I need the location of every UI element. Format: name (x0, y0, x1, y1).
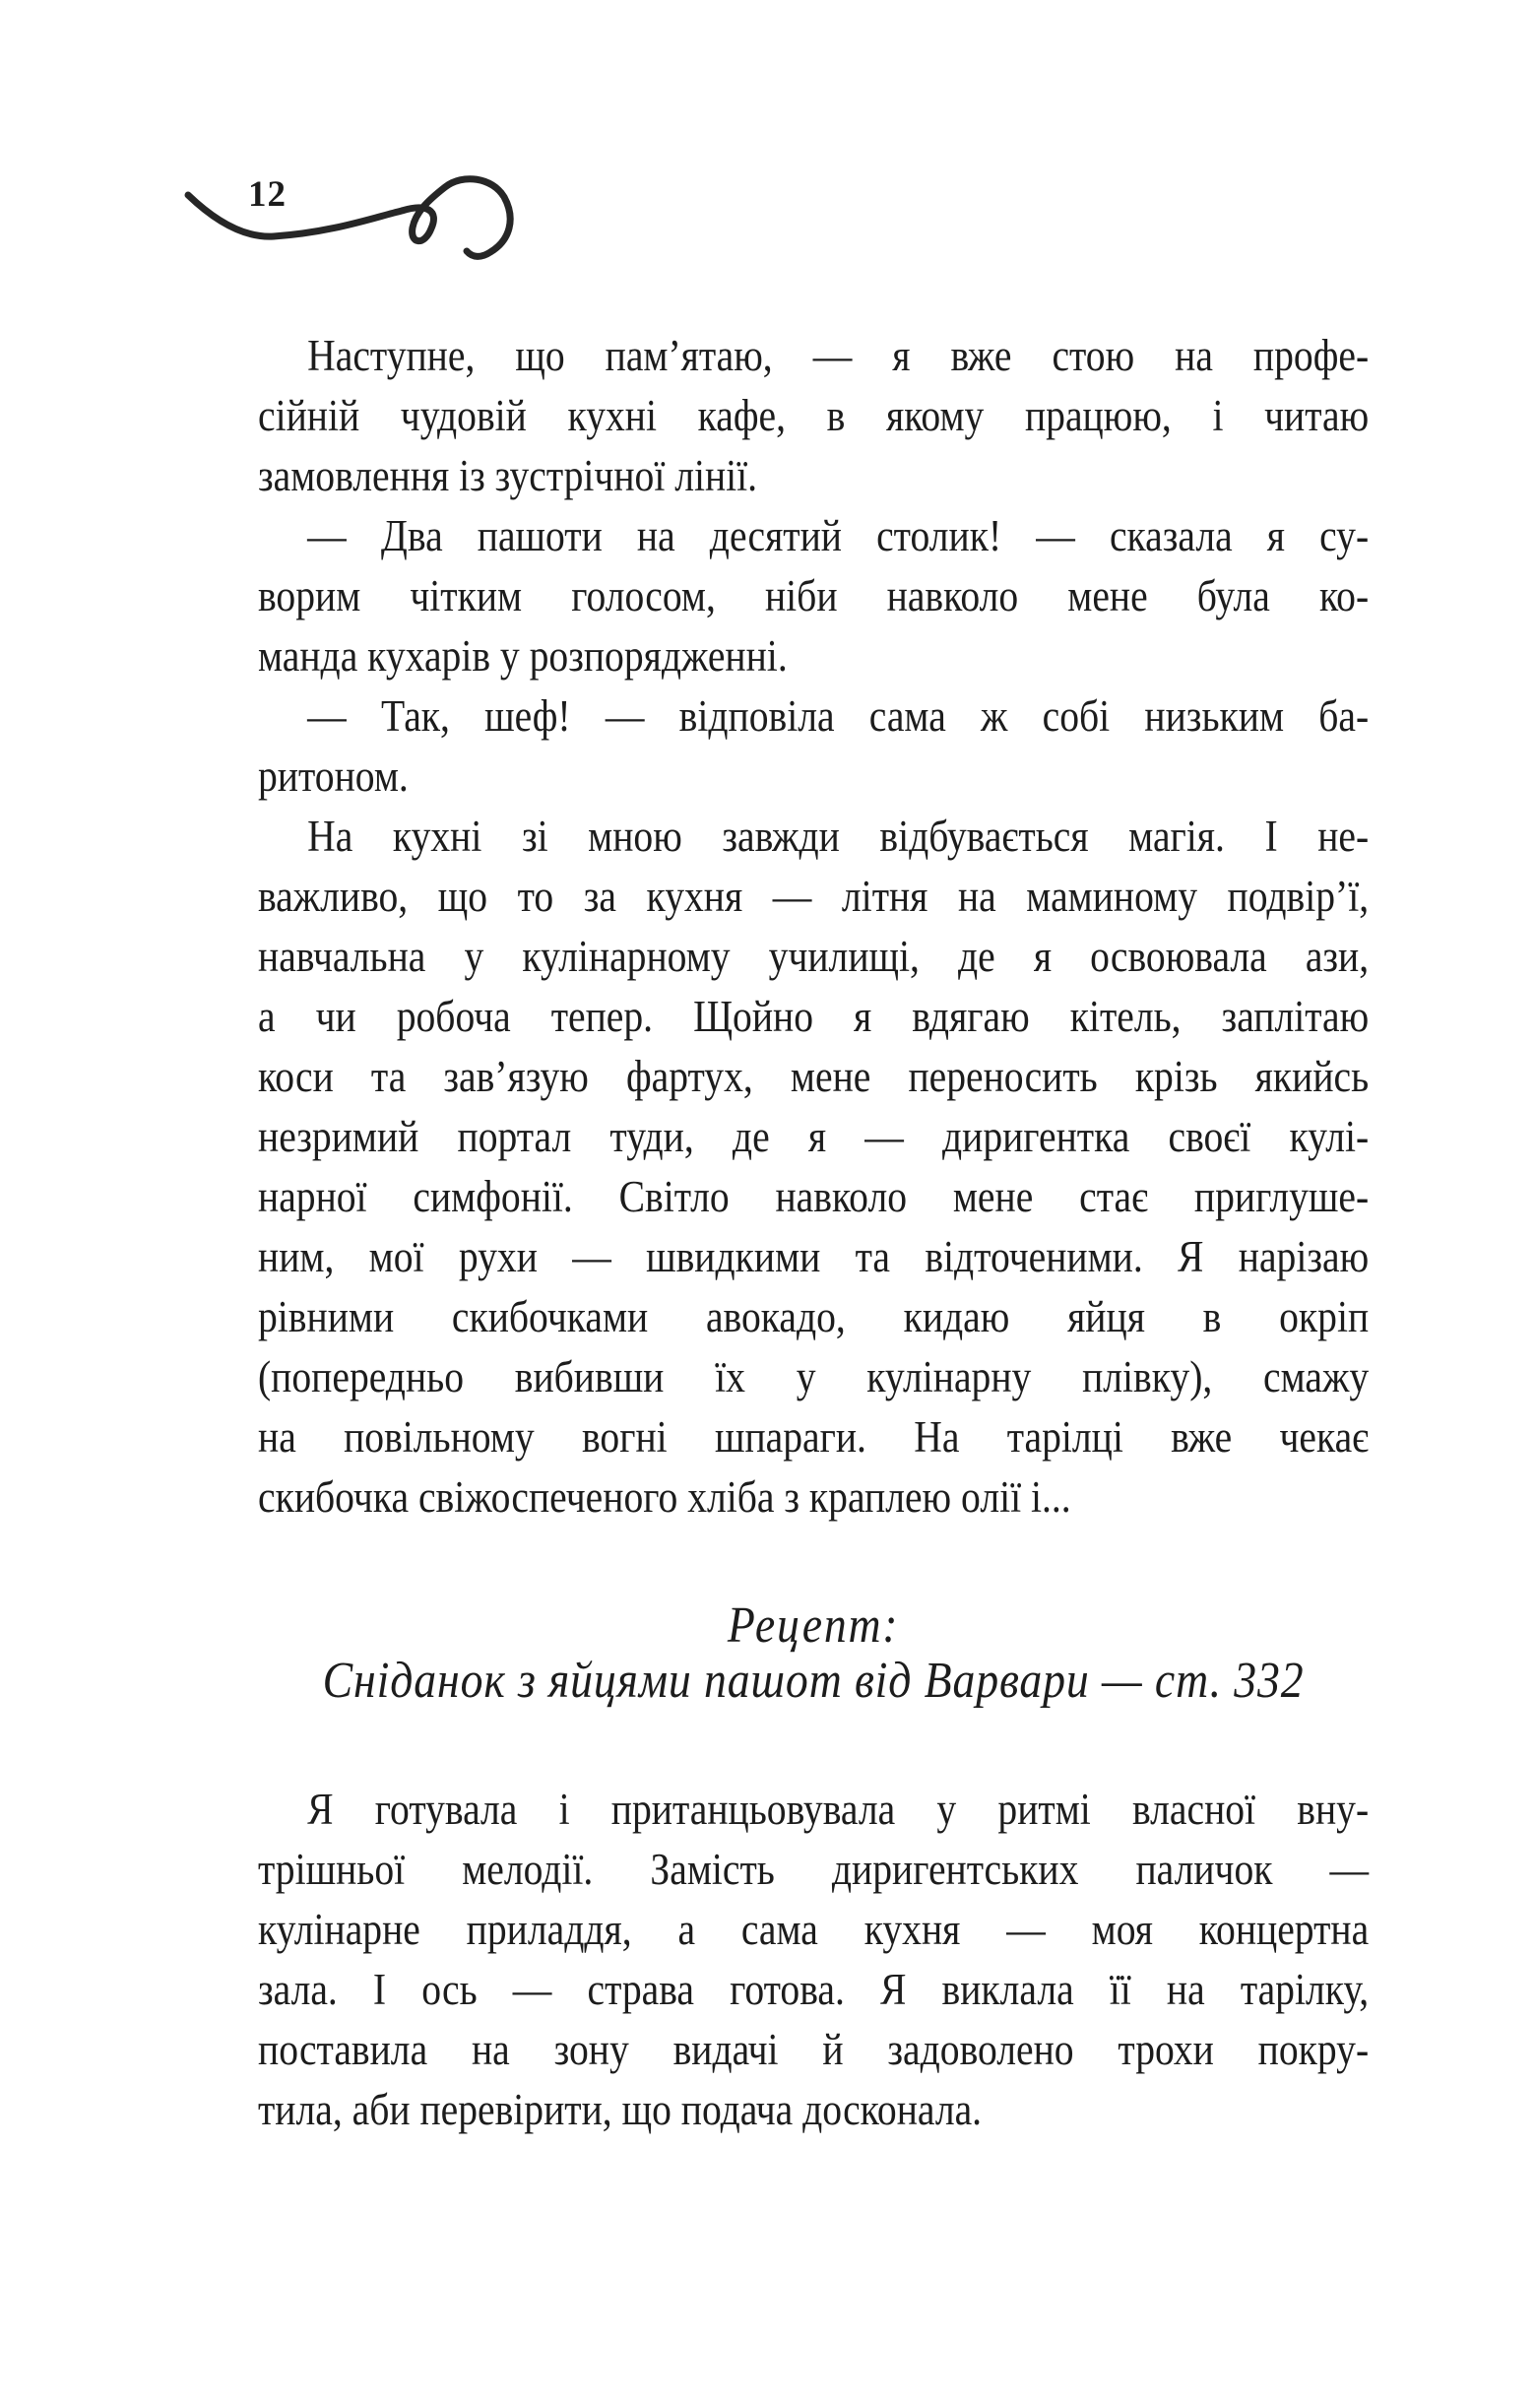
text-line: манда кухарів у розпорядженні. (258, 631, 788, 681)
page-number: 12 (248, 174, 287, 215)
text-line: трішньої мелодії. Замість диригентських паличок — (258, 1845, 1370, 1894)
text-line: ним, мої рухи — швидкими та відточеними. Я нарізаю (258, 1232, 1370, 1281)
page-header (0, 0, 1535, 295)
closing-paragraph (258, 1780, 1369, 2140)
recipe-heading: Рецепт: (727, 1597, 900, 1654)
text-line: тила, аби перевірити, що подача досконала. (258, 2085, 983, 2134)
text-line: коси та зав’язую фартух, мене переносить крізь якийсь (258, 1052, 1370, 1101)
recipe-reference: Сніданок з яйцями пашот від Варвари — ст. 332 (322, 1653, 1305, 1709)
text-line: (попередньо вибивши їх у кулінарну плівку), смажу (258, 1352, 1370, 1401)
text-line: поставила на зону видачі й задоволено трохи покру- (258, 2025, 1370, 2074)
text-line: — Так, шеф! — відповіла сама ж собі низьким ба- (307, 691, 1370, 741)
text-line: рівними скибочками авокадо, кидаю яйця в окріп (258, 1292, 1370, 1341)
text-line: скибочка свіжоспеченого хліба з краплею олії і... (258, 1472, 1071, 1522)
body-text-column (258, 326, 1369, 2140)
text-line: зала. І ось — страва готова. Я виклала її на тарілку, (258, 1965, 1370, 2014)
text-line: навчальна у кулінарному училищі, де я освоювала ази, (258, 932, 1370, 981)
text-line: Наступне, що пам’ятаю, — я вже стою на профе- (307, 331, 1370, 380)
text-line: замовлення із зустрічної лінії. (258, 451, 758, 500)
text-line: ворим чітким голосом, ніби навколо мене була ко- (258, 571, 1370, 620)
text-line: На кухні зі мною завжди відбувається магія. І не- (307, 812, 1370, 861)
text-line: ритоном. (258, 751, 409, 801)
text-line: нарної симфонії. Світло навколо мене стає приглуше- (258, 1172, 1370, 1221)
text-line: Я готувала і пританцьовувала у ритмі власної вну- (307, 1785, 1370, 1834)
flourish-swirl-icon (183, 167, 518, 271)
text-line: важливо, що то за кухня — літня на маминому подвір’ї, (258, 872, 1370, 921)
recipe-reference-block (258, 1598, 1369, 1709)
text-line: незримий портал туди, де я — диригентка своєї кулі- (258, 1112, 1370, 1161)
text-line: — Два пашоти на десятий столик! — сказала я су- (307, 511, 1370, 560)
text-line: сійній чудовій кухні кафе, в якому працюю, і читаю (258, 391, 1370, 440)
text-line: на повільному вогні шпараги. На тарілці вже чекає (258, 1412, 1370, 1462)
text-line: а чи робоча тепер. Щойно я вдягаю кітель, заплітаю (258, 992, 1370, 1041)
text-line: кулінарне приладдя, а сама кухня — моя концертна (258, 1905, 1370, 1954)
